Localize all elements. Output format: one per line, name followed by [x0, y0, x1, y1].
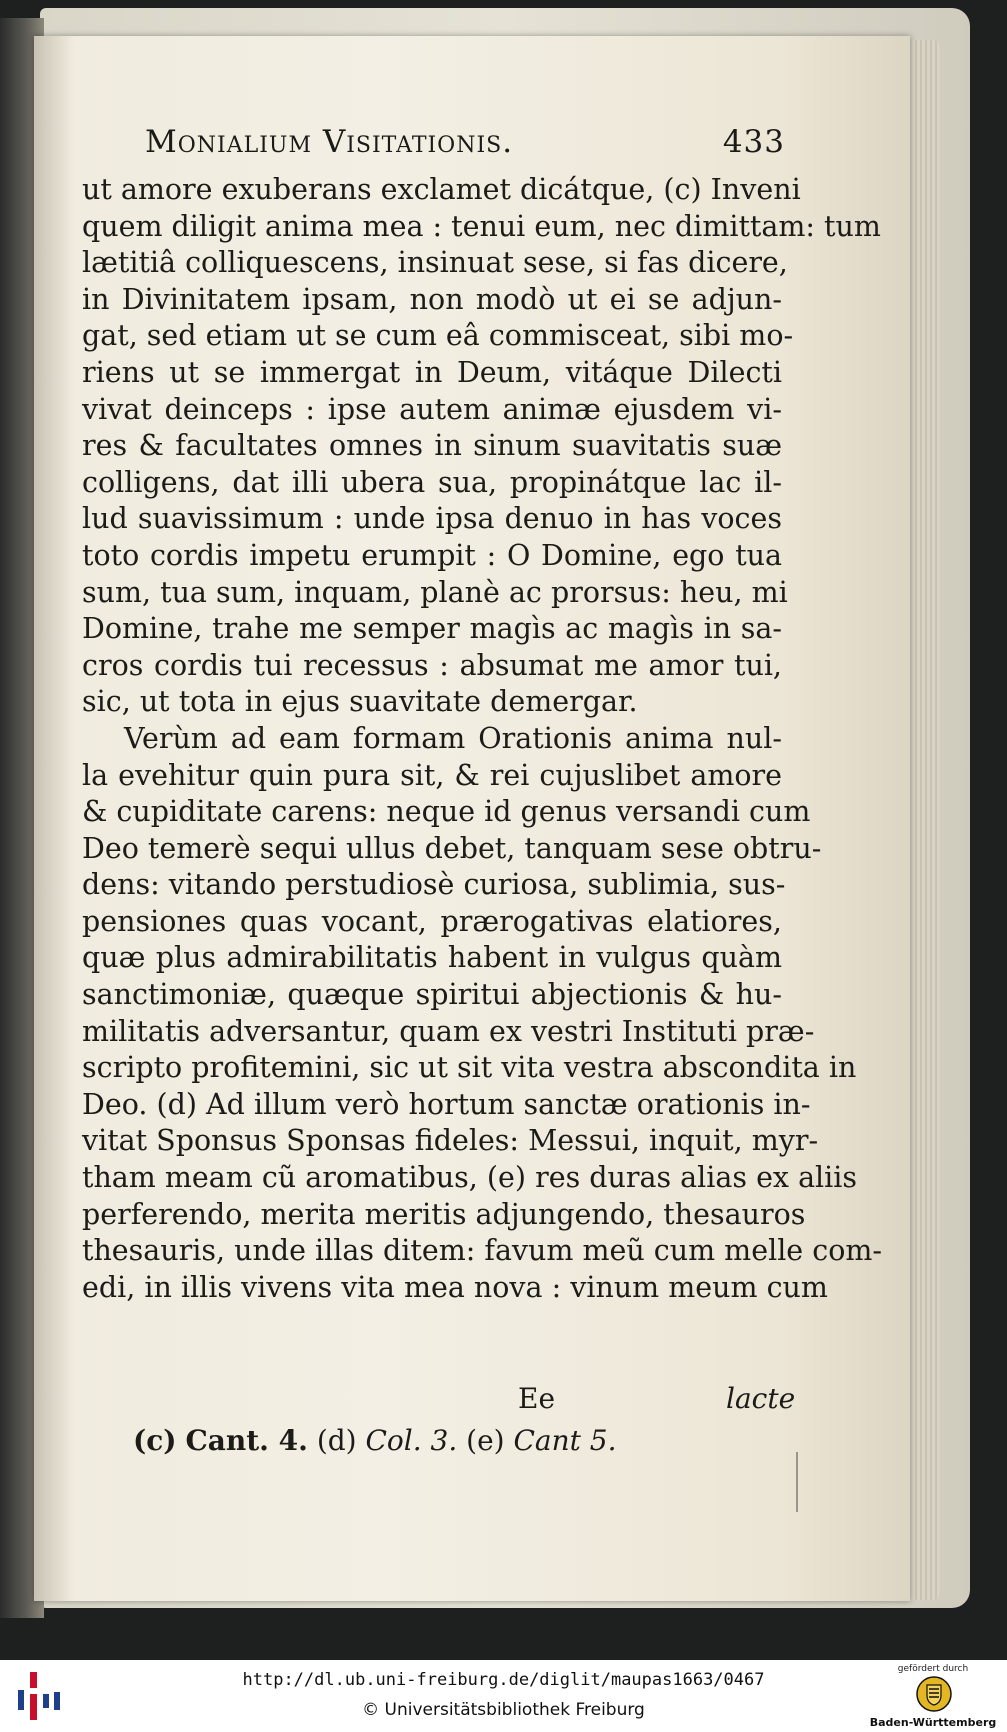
- text-line: tham meam cũ aromatibus, (e) res duras alias ex aliis: [82, 1161, 858, 1195]
- page-edges: [912, 40, 940, 1600]
- text-line: vitat Sponsus Sponsas fideles: Messui, inquit, myr-: [82, 1124, 819, 1158]
- viewer-footer: [0, 1660, 1007, 1732]
- footnotes: [133, 1424, 617, 1457]
- text-line: lætitiâ colliquescens, insinuat sese, si fas dicere,: [82, 246, 788, 280]
- running-head-title: Monialium Visitationis.: [145, 124, 514, 160]
- text-line: dens: vitando perstudiosè curiosa, sublimia, sus-: [82, 868, 786, 902]
- text-line: pensiones quas vocant, prærogativas elatiores,: [82, 904, 782, 938]
- text-line: Deo. (d) Ad illum verò hortum sanctæ orationis in-: [82, 1087, 811, 1121]
- permalink-url[interactable]: http://dl.ub.uni-freiburg.de/diglit/maupas1663/0467: [242, 1670, 765, 1690]
- sponsor-prefix: gefördert durch: [897, 1664, 969, 1674]
- footnote-c-ref: Cant. 4.: [185, 1424, 308, 1457]
- text-line: la evehitur quin pura sit, & rei cujuslibet amore: [82, 758, 782, 792]
- text-line: edi, in illis vivens vita mea nova : vinum meum cum: [82, 1270, 828, 1304]
- text-line: thesauris, unde illas ditem: favum meũ cum melle com-: [82, 1234, 883, 1268]
- body-text: [82, 172, 883, 1306]
- text-line: colligens, dat illi ubera sua, propinátque lac il-: [82, 465, 782, 499]
- text-line: sanctimoniæ, quæque spiritui abjectionis & hu-: [82, 978, 782, 1012]
- text-line: riens ut se immergat in Deum, vitáque Dilecti: [82, 355, 782, 389]
- text-line: Domine, trahe me semper magìs ac magìs in sa-: [82, 612, 782, 646]
- text-line: perferendo, merita meritis adjungendo, thesauros: [82, 1197, 806, 1231]
- text-line: lud suavissimum : unde ipsa denuo in has voces: [82, 502, 782, 536]
- footnote-e-ref: Cant 5.: [513, 1424, 617, 1457]
- page-number: 433: [722, 124, 785, 160]
- text-line: in Divinitatem ipsam, non modò ut ei se adjun-: [82, 282, 782, 316]
- baden-wuerttemberg-seal-icon: [916, 1676, 952, 1712]
- footnote-d-mark: (d): [316, 1424, 357, 1457]
- text-line: sum, tua sum, inquam, planè ac prorsus: heu, mi: [82, 575, 788, 609]
- text-line: sic, ut tota in ejus suavitate demergar.: [82, 685, 638, 719]
- footnote-e-mark: (e): [466, 1424, 505, 1457]
- text-line: & cupiditate carens: neque id genus versandi cum: [82, 795, 811, 829]
- text-line: gat, sed etiam ut se cum eâ commisceat, sibi mo-: [82, 319, 794, 353]
- signature-mark: Ee: [518, 1382, 556, 1415]
- sponsor-name: Baden-Württemberg: [869, 1716, 997, 1729]
- text-line: res & facultates omnes in sinum suavitatis suæ: [82, 429, 782, 463]
- sponsor-block: [868, 1662, 998, 1730]
- text-line: militatis adversantur, quam ex vestri Instituti præ-: [82, 1014, 815, 1048]
- text-line: scripto profitemini, sic ut sit vita vestra abscondita in: [82, 1051, 857, 1085]
- running-head: [145, 124, 785, 164]
- text-line: Deo temerè sequi ullus debet, tanquam sese obtru-: [82, 831, 822, 865]
- text-line: cros cordis tui recessus : absumat me amor tui,: [82, 648, 782, 682]
- footnote-c-mark: (c): [133, 1424, 177, 1457]
- text-line: ut amore exuberans exclamet dicátque, (c) Inveni: [82, 173, 801, 206]
- text-line: quem diligit anima mea : tenui eum, nec dimittam: tum: [82, 209, 881, 243]
- pencil-mark: [796, 1452, 798, 1512]
- copyright-notice: © Universitätsbibliothek Freiburg: [362, 1700, 645, 1720]
- text-line: quæ plus admirabilitatis habent in vulgus quàm: [82, 941, 782, 975]
- text-line: vivat deinceps : ipse autem animæ ejusdem vi-: [82, 392, 782, 426]
- catchword: lacte: [726, 1382, 796, 1415]
- text-line: Verùm ad eam formam Orationis anima nul-: [124, 721, 782, 755]
- text-line: toto cordis impetu erumpit : O Domine, ego tua: [82, 538, 782, 572]
- footnote-d-ref: Col. 3.: [365, 1424, 458, 1457]
